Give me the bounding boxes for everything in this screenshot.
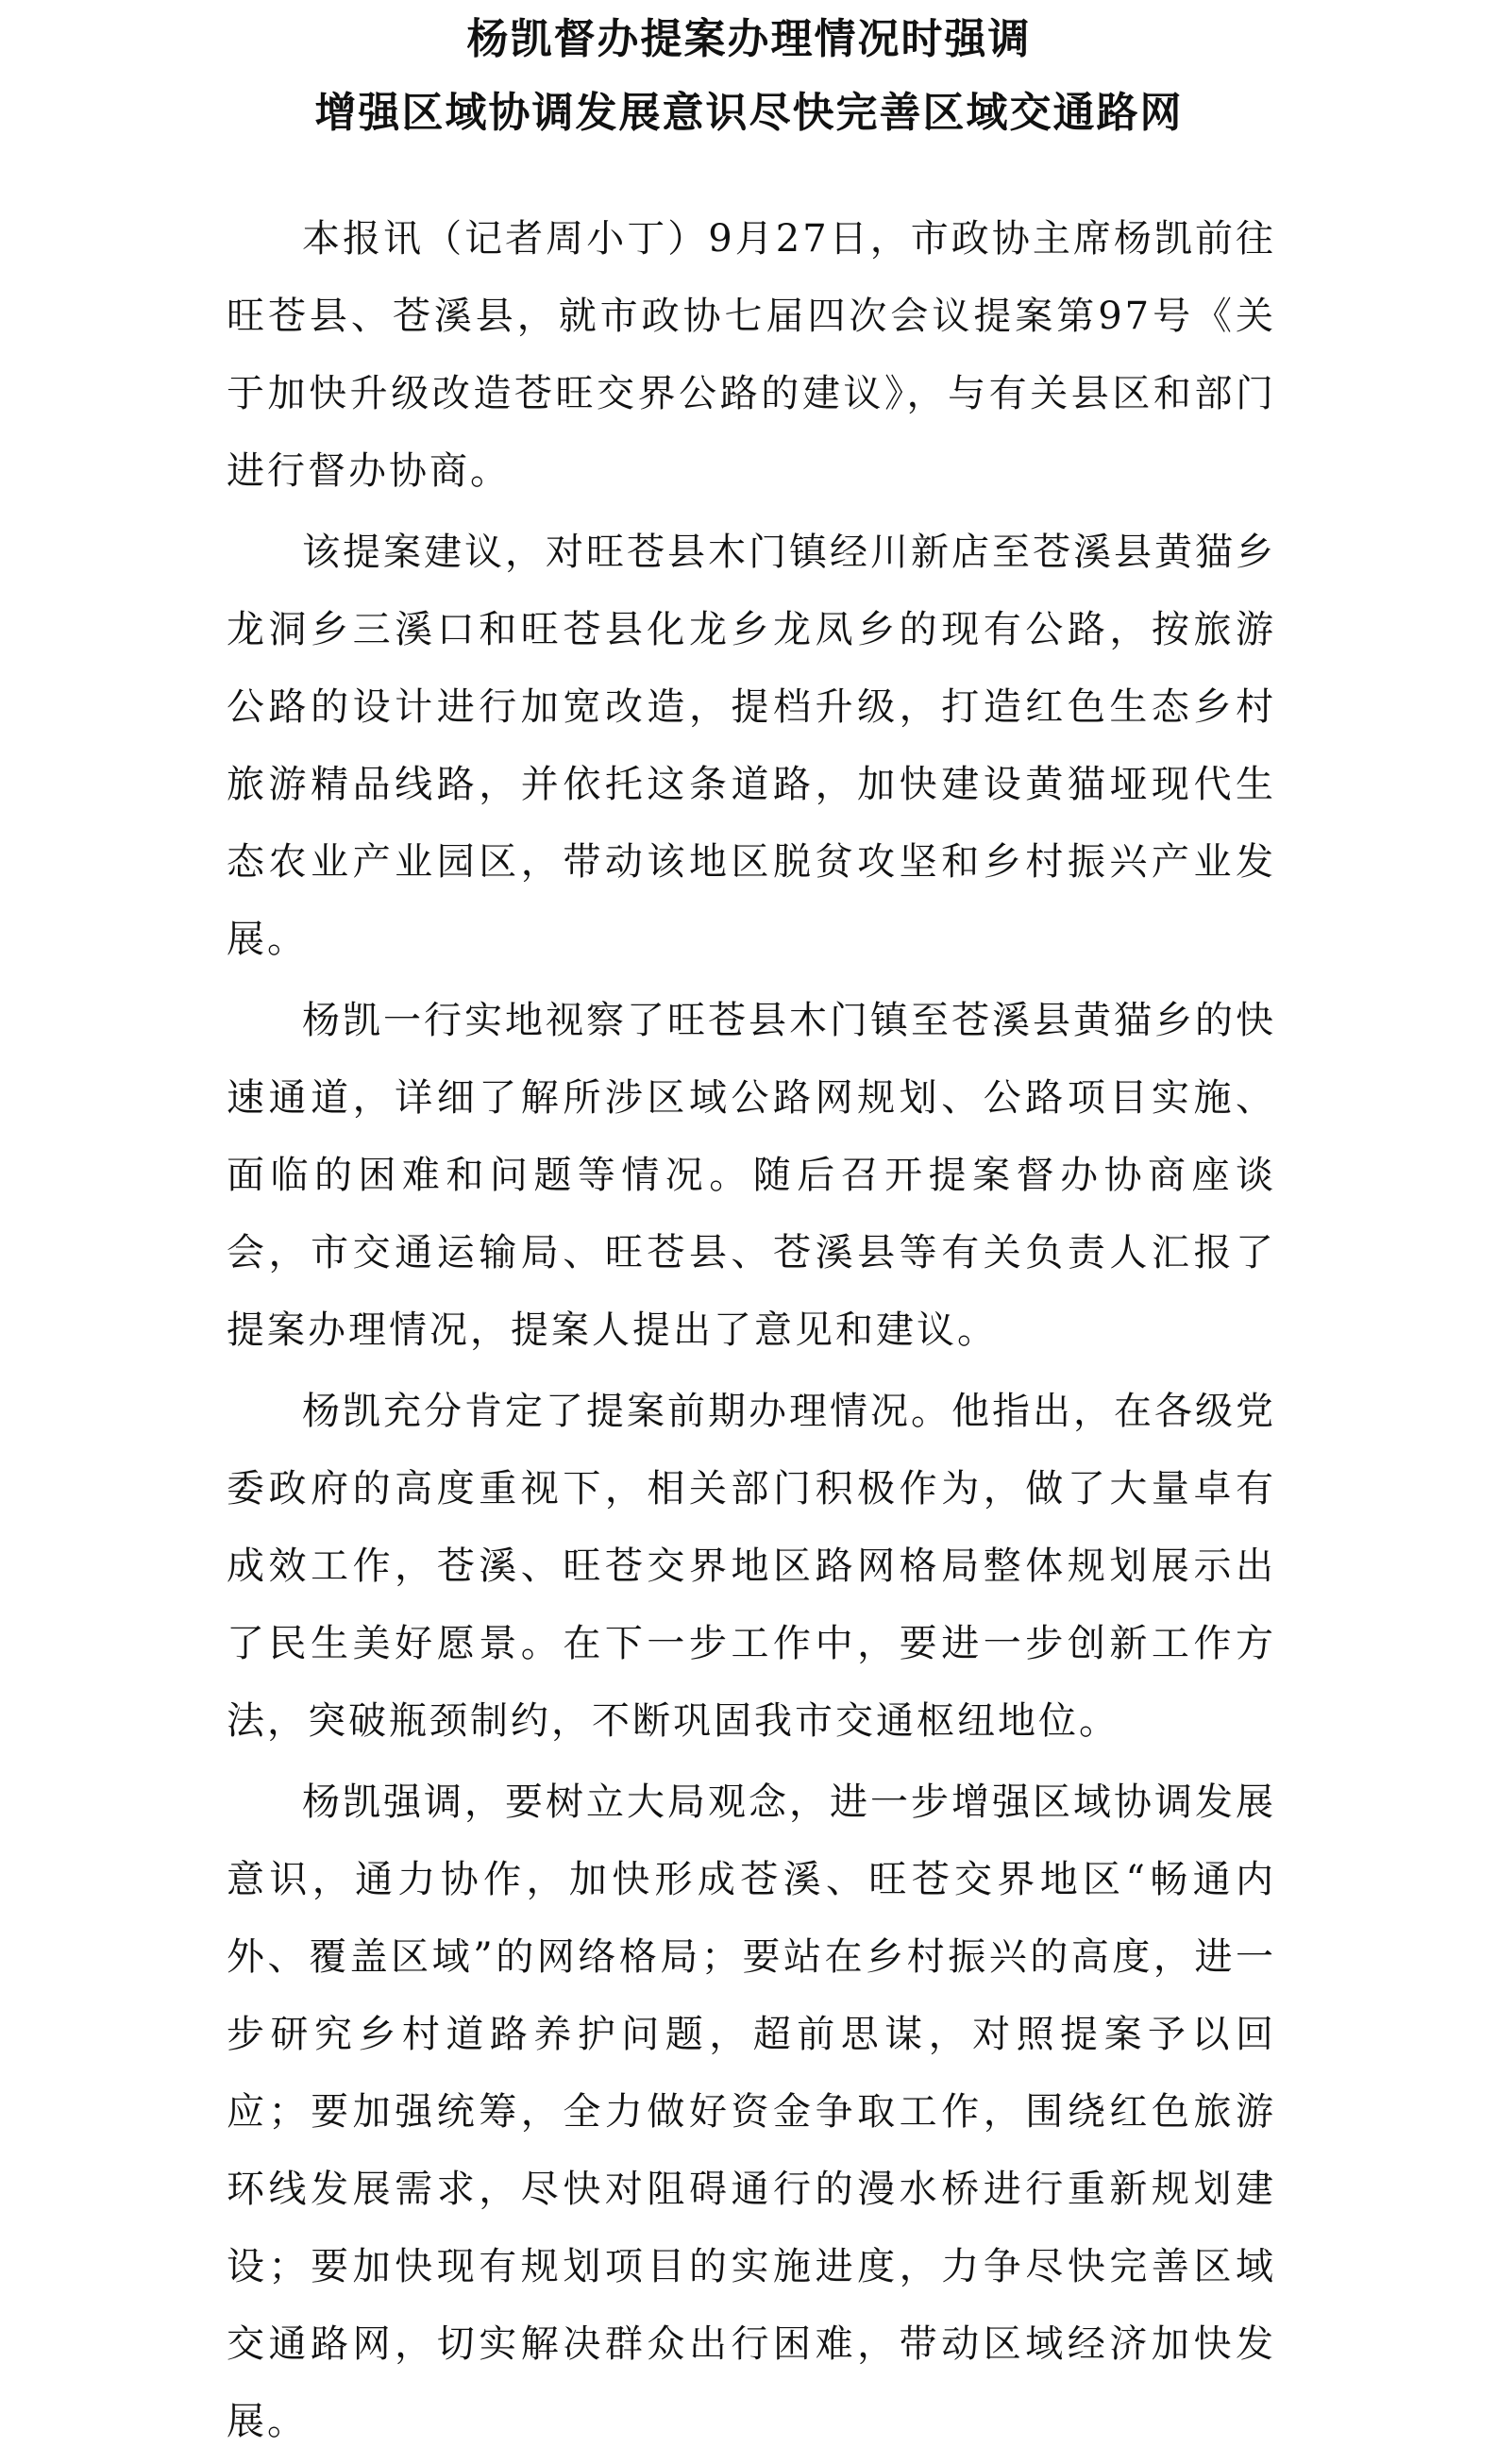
article-body <box>227 200 1276 2464</box>
headline-line-2: 增强区域协调发展意识尽快完善区域交通路网 <box>314 89 1184 137</box>
paragraph-affirmation: 杨凯充分肯定了提案前期办理情况。他指出，在各级党委政府的高度重视下，相关部门积极作为，做了大量卓有成效工作，苍溪、旺苍交界地区路网格局整体规划展示出了民生美好愿景。在下一步工作中，要进一步创新工作方法，突破瓶颈制约，不断巩固我市交通枢纽地位。 <box>227 1390 1276 1743</box>
paragraph-emphasis: 杨凯强调，要树立大局观念，进一步增强区域协调发展意识，通力协作，加快形成苍溪、旺苍交界地区“畅通内外、覆盖区域”的网络格局；要站在乡村振兴的高度，进一步研究乡村道路养护问题，超前思谋，对照提案予以回应；要加强统筹，全力做好资金争取工作，围绕红色旅游环线发展需求，尽快对阻碍通行的漫水桥进行重新规划建设；要加快现有规划项目的实施进度，力争尽快完善区域交通路网，切实解决群众出行困难，带动区域经济加快发展。 <box>227 1780 1276 2443</box>
paragraph-lead: 本报讯（记者周小丁）9月27日，市政协主席杨凯前往旺苍县、苍溪县，就市政协七届四次会议提案第97号《关于加快升级改造苍旺交界公路的建议》，与有关县区和部门进行督办协商。 <box>227 217 1276 493</box>
paragraph-proposal: 该提案建议，对旺苍县木门镇经川新店至苍溪县黄猫乡龙洞乡三溪口和旺苍县化龙乡龙凤乡的现有公路，按旅游公路的设计进行加宽改造，提档升级，打造红色生态乡村旅游精品线路，并依托这条道路，加快建设黄猫垭现代生态农业产业园区，带动该地区脱贫攻坚和乡村振兴产业发展。 <box>227 531 1276 961</box>
paragraph-inspection: 杨凯一行实地视察了旺苍县木门镇至苍溪县黄猫乡的快速通道，详细了解所涉区域公路网规划、公路项目实施、面临的困难和问题等情况。随后召开提案督办协商座谈会，市交通运输局、旺苍县、苍溪县等有关负责人汇报了提案办理情况，提案人提出了意见和建议。 <box>227 999 1276 1352</box>
headline-line-1: 杨凯督办提案办理情况时强调 <box>466 15 1032 63</box>
